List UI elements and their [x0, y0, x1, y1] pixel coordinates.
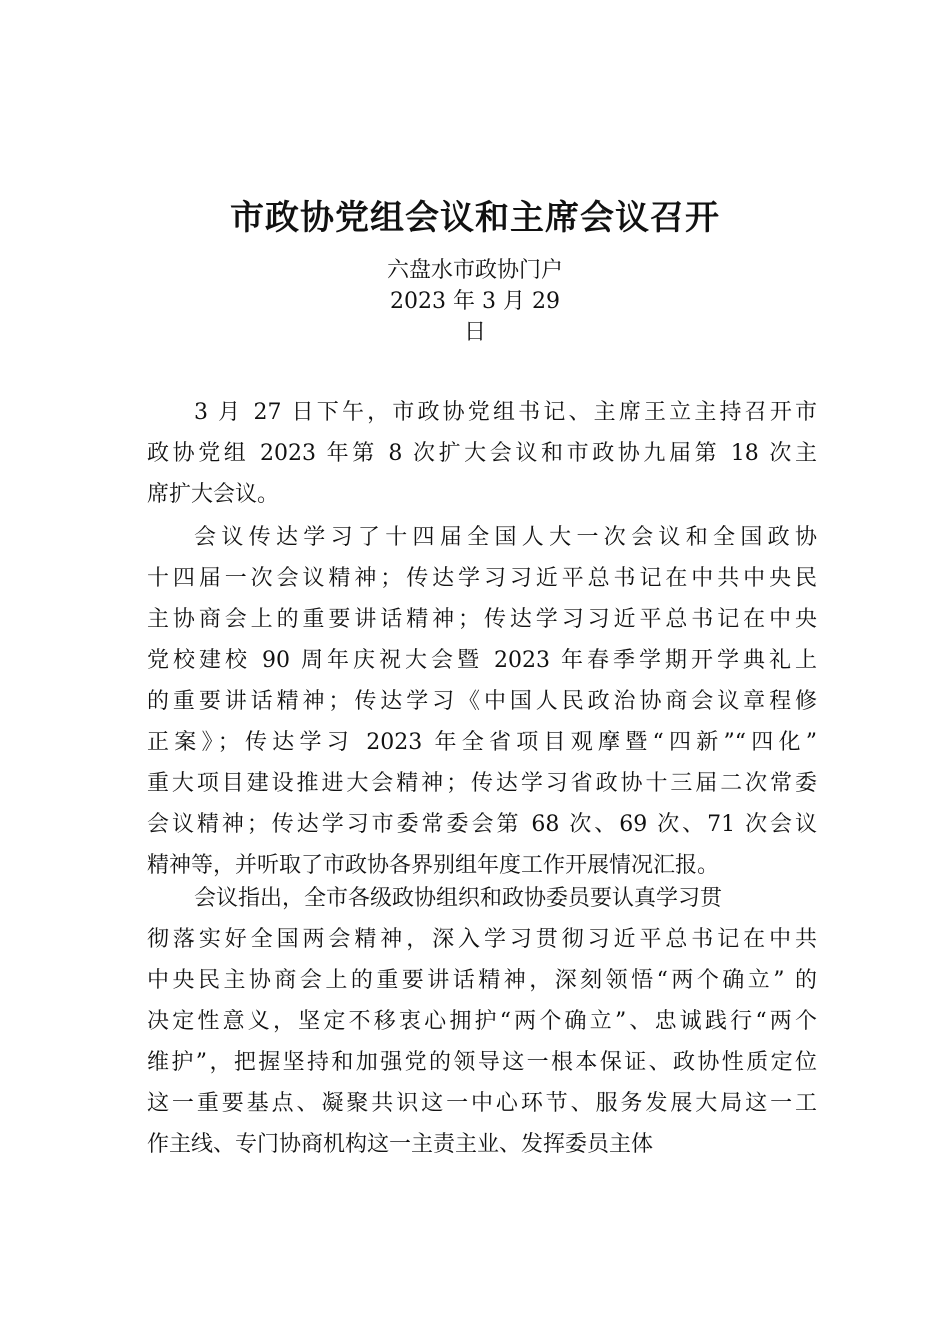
text-line: 维护”，把握坚持和加强党的领导这一根本保证、政协性质定位 [147, 1050, 817, 1075]
paragraph-3 [147, 878, 817, 1165]
text-line: 正案》；传达学习 2023 年全省项目观摩暨“四新”“四化” [147, 730, 817, 755]
text-line: 会议指出，全市各级政协组织和政协委员要认真学习贯 [194, 886, 723, 911]
text-line: 党校建校 90 周年庆祝大会暨 2023 年春季学期开学典礼上 [147, 648, 817, 673]
text-line: 中央民主协商会上的重要讲话精神，深刻领悟“两个确立” 的 [147, 968, 817, 993]
text-line: 十四届一次会议精神；传达学习习近平总书记在中共中央民 [147, 566, 817, 591]
text-line: 政协党组 2023 年第 8 次扩大会议和市政协九届第 18 次主 [147, 441, 817, 466]
paragraph-1 [147, 392, 817, 515]
text-line: 重大项目建设推进大会精神；传达学习省政协十三届二次常委 [147, 771, 817, 796]
text-line: 精神等，并听取了市政协各界别组年度工作开展情况汇报。 [147, 853, 720, 878]
text-line: 3 月 27 日下午，市政协党组书记、主席王立主持召开市 [194, 400, 817, 425]
text-line: 彻落实好全国两会精神，深入学习贯彻习近平总书记在中共 [147, 927, 817, 952]
text-line: 席扩大会议。 [147, 482, 280, 507]
text-line: 这一重要基点、凝聚共识这一中心环节、服务发展大局这一工 [147, 1091, 817, 1116]
article-date-line1: 2023 年 3 月 29 [390, 289, 560, 314]
text-line: 决定性意义，坚定不移衷心拥护“两个确立”、忠诚践行“两个 [147, 1009, 817, 1034]
article-title: 市政协党组会议和主席会议召开 [230, 198, 720, 238]
text-line: 会议传达学习了十四届全国人大一次会议和全国政协 [194, 525, 817, 550]
paragraph-2 [147, 517, 817, 886]
text-line: 会议精神；传达学习市委常委会第 68 次、69 次、71 次会议 [147, 812, 817, 837]
text-line: 作主线、专门协商机构这一主责主业、发挥委员主体 [147, 1132, 654, 1157]
article-source: 六盘水市政协门户 [386, 258, 563, 283]
text-line: 主协商会上的重要讲话精神；传达学习习近平总书记在中央 [147, 607, 817, 632]
text-line: 的重要讲话精神；传达学习《中国人民政治协商会议章程修 [147, 689, 817, 714]
article-date-line2: 日 [463, 320, 486, 345]
